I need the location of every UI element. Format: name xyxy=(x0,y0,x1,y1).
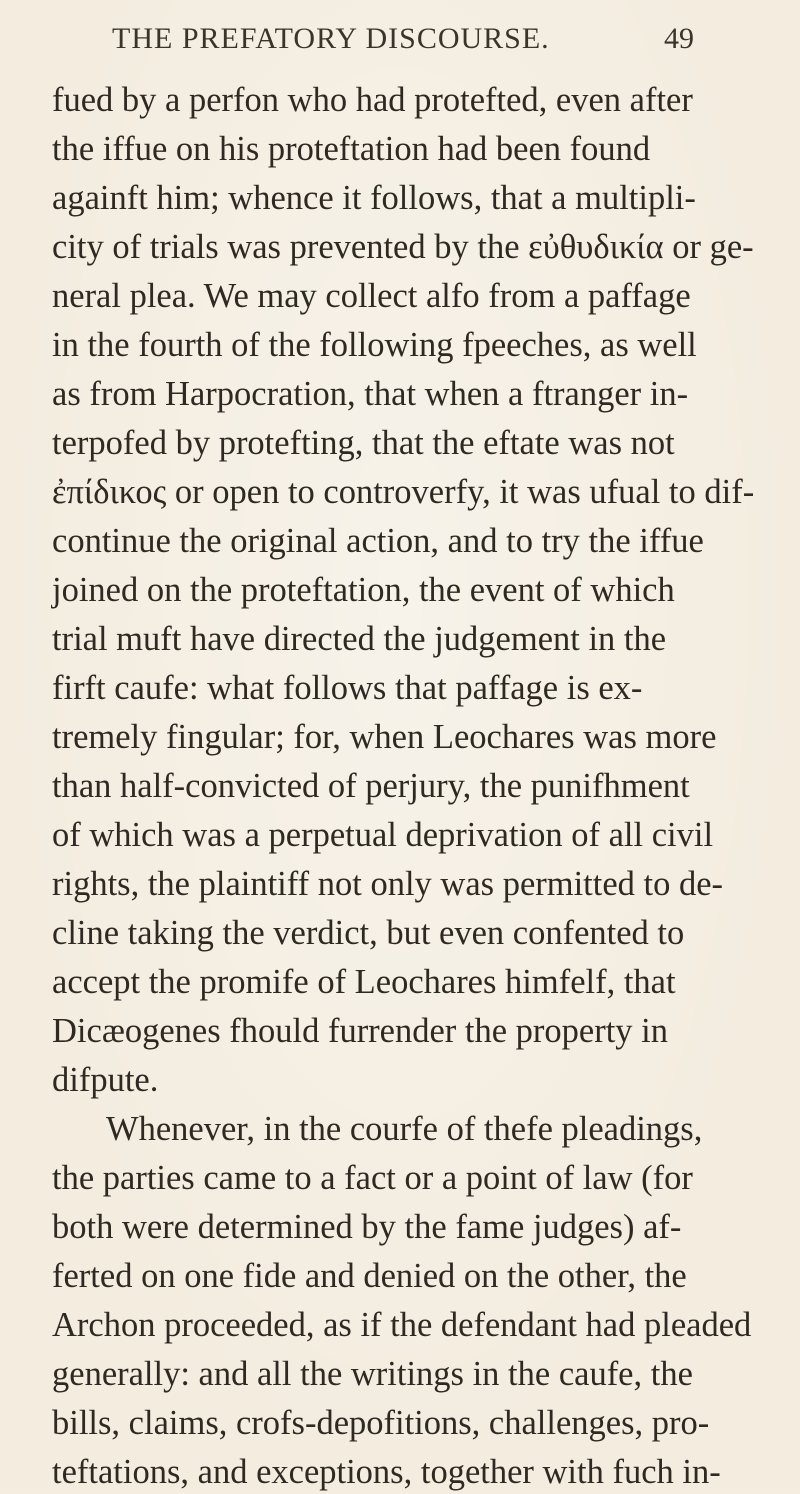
text-line: in the fourth of the following fpeeches, as well xyxy=(52,326,697,364)
text-line: both were determined by the fame judges) af- xyxy=(52,1208,682,1246)
text-line: ferted on one fide and denied on the other, the xyxy=(52,1257,687,1295)
text-line: continue the original action, and to try the iffue xyxy=(52,522,704,560)
text-line: ἐπίδικος or open to controverfy, it was ufual to dif- xyxy=(52,473,755,511)
text-line: cline taking the verdict, but even confented to xyxy=(52,914,685,952)
text-line: the parties came to a fact or a point of law (for xyxy=(52,1159,693,1197)
text-line: Dicæogenes fhould furrender the property in xyxy=(52,1012,669,1050)
text-line: generally: and all the writings in the caufe, the xyxy=(52,1355,693,1393)
text-line: bills, claims, crofs-depofitions, challenges, pro- xyxy=(52,1404,710,1442)
text-line: as from Harpocration, that when a ftranger in- xyxy=(52,375,689,413)
text-line: accept the promife of Leochares himfelf, that xyxy=(52,963,676,1001)
text-line: rights, the plaintiff not only was permitted to de- xyxy=(52,865,724,903)
text-line: trial muft have directed the judgement in the xyxy=(52,620,667,658)
text-line: the iffue on his proteftation had been found xyxy=(52,130,651,168)
text-line: joined on the proteftation, the event of which xyxy=(52,571,675,609)
text-line: of which was a perpetual deprivation of all civil xyxy=(52,816,714,854)
paragraph-start-line: Whenever, in the courfe of thefe pleadings, xyxy=(106,1110,703,1148)
text-line: againft him; whence it follows, that a multipli- xyxy=(52,179,696,217)
text-line: difpute. xyxy=(52,1061,159,1099)
page-number: 49 xyxy=(664,22,694,55)
text-line: than half-convicted of perjury, the punifhment xyxy=(52,767,690,805)
text-line: city of trials was prevented by the εὐθυδικία or ge- xyxy=(52,228,754,266)
text-line: Archon proceeded, as if the defendant had pleaded xyxy=(52,1306,752,1344)
text-line: firft caufe: what follows that paffage is ex- xyxy=(52,669,643,707)
text-line: tremely fingular; for, when Leochares was more xyxy=(52,718,717,756)
text-line: teftations, and exceptions, together with fuch in- xyxy=(52,1453,721,1491)
text-line: fued by a perfon who had protefted, even after xyxy=(52,81,693,119)
text-line: terpofed by protefting, that the eftate was not xyxy=(52,424,675,462)
text-line: neral plea. We may collect alfo from a paffage xyxy=(52,277,691,315)
running-title: THE PREFATORY DISCOURSE. xyxy=(112,22,550,55)
